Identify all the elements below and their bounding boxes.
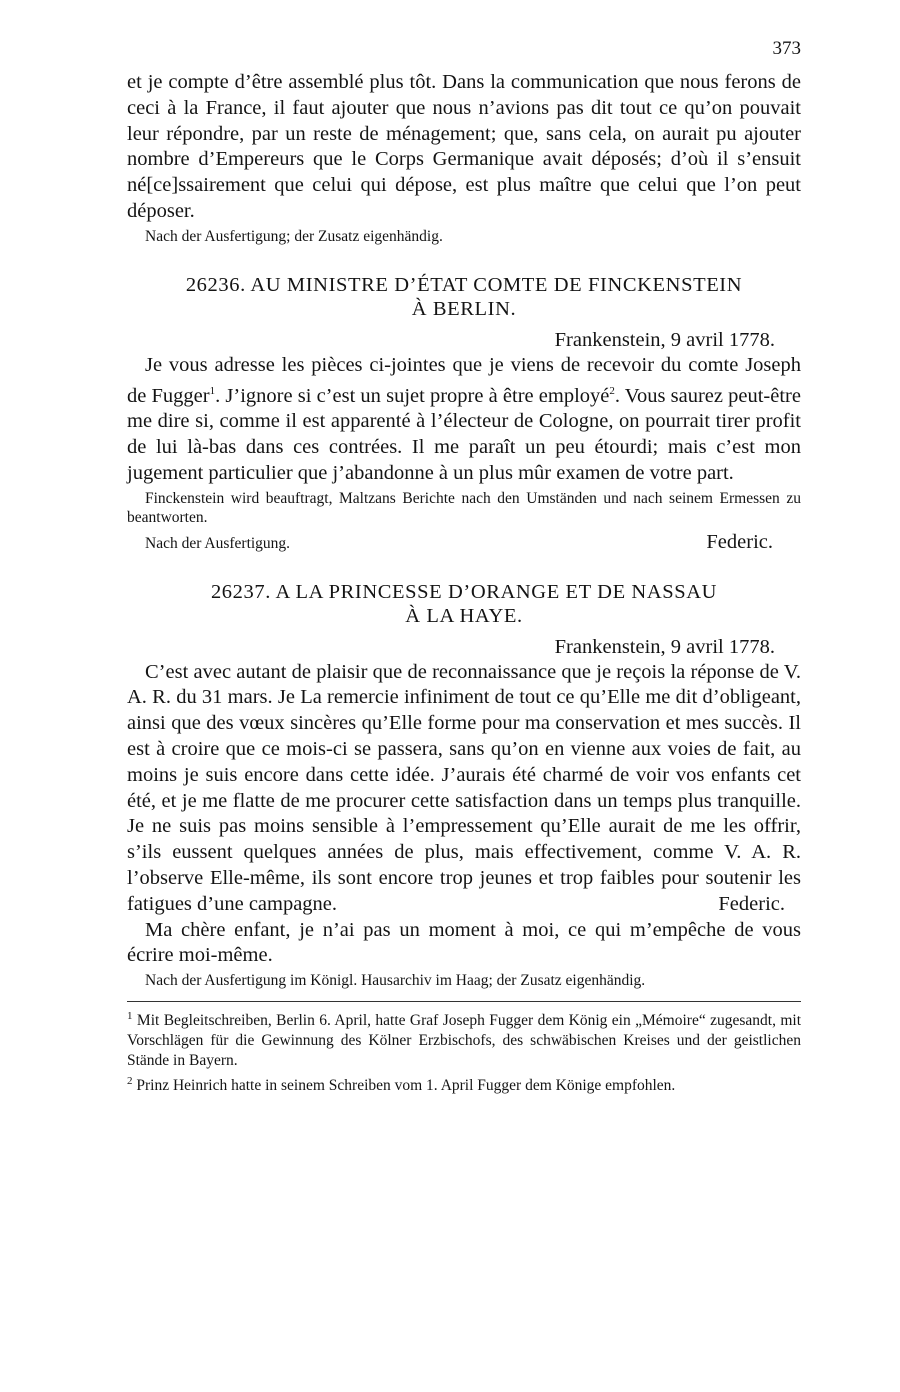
footnotes [127, 1006, 801, 1096]
letter-heading-line1: 26236. AU MINISTRE D’ÉTAT COMTE DE FINCKENSTEIN [185, 273, 743, 296]
source-line [127, 531, 801, 554]
letter-heading-line2: À LA HAYE. [405, 604, 523, 627]
letter-heading-26237 [127, 580, 801, 628]
letter-body [127, 660, 801, 918]
editorial-note: Finckenstein wird beauftragt, Maltzans Berichte nach den Umständen und nach seinem Ermessen zu beantworten. [127, 489, 801, 526]
letter-body [127, 353, 801, 487]
place-date: Frankenstein, 9 avril 1778. [554, 328, 775, 351]
footnote-marker: 1 [209, 384, 216, 397]
intro-paragraph: et je compte d’être assemblé plus tôt. Dans la communication que nous ferons de ceci à la France, il faut ajouter que nous n’avions pas dit tout ce qu’on pouvait leur répondre, par un reste de ménagement; que, sans cela, on aurait pu ajouter nombre d’Empereurs que le Corps Germanique avait déposés; d’où il s’ensuit né[ce]ssairement que celui qui dépose, est plus maître que celui que l’on peut déposer. [127, 71, 801, 222]
source-note: Nach der Ausfertigung. [145, 534, 291, 552]
letter-body-text: . Vous saurez peut-être me dire si, comme il est apparenté à l’électeur de Cologne, on pourrait tirer profit de lui là-bas dans ces contrées. Il me paraît un peu étourdi; mais c’est mon jugement particulier que j’abandonne à un plus mûr examen de votre part. [127, 384, 801, 484]
footnote-text: Mit Begleitschreiben, Berlin 6. April, hatte Graf Joseph Fugger dem König ein „Mémoire“ zugesandt, mit Vorschlägen für die Gewinnung des Kölner Erzbischofs, des schwäbischen Kreises und der geistlichen Stände in Bayern. [127, 1012, 802, 1070]
intro-source-note: Nach der Ausfertigung; der Zusatz eigenhändig. [145, 227, 443, 245]
letter-body-text: C’est avec autant de plaisir que de reconnaissance que je reçois la réponse de V. A. R. du 31 mars. Je La remercie infiniment de tout ce qu’Elle me dit d’obligeant, ainsi que des vœux sincères qu’Elle forme pour ma conservation et mes succès. Il est à croire que ce mois-ci se passera, sans qu’on en vienne aux voies de fait, au moins je suis encore dans cette idée. J’aurais été charmé de voir vos enfants cet été, et je me flatte de me procurer cette satisfaction dans un temps plus tranquille. Je ne suis pas moins sensible à l’empressement qu’Elle aurait de me les offrir, s’ils eussent quelques années de plus, mais effectivement, comme V. A. R. l’observe Elle-même, ils sont encore trop jeunes et trop faibles pour soutenir les fatigues d’une campagne. [127, 660, 801, 915]
signature: Federic. [718, 892, 785, 915]
document-page [127, 38, 801, 1096]
postscript: Ma chère enfant, je n’ai pas un moment à moi, ce qui m’empêche de vous écrire moi-même. [127, 918, 801, 967]
letter-body-text: Je vous adresse les pièces ci-jointes que je viens de recevoir du comte Joseph de Fugger [127, 353, 801, 407]
footnote-divider [127, 1001, 801, 1002]
footnote-text: Prinz Heinrich hatte in seinem Schreiben vom 1. April Fugger dem Könige empfohlen. [136, 1077, 676, 1095]
letter-body-text: . J’ignore si c’est un sujet propre à être employé [215, 384, 610, 407]
signature: Federic. [706, 530, 773, 553]
footnote [127, 1071, 801, 1096]
page-number: 373 [772, 38, 801, 59]
footnote-marker: 2 [609, 384, 615, 397]
footnote-marker: 2 [127, 1075, 133, 1088]
letter-heading-26236 [127, 273, 801, 321]
letter-heading-line2: À BERLIN. [411, 297, 517, 320]
footnote-marker: 1 [127, 1010, 133, 1023]
place-date: Frankenstein, 9 avril 1778. [554, 635, 775, 658]
letter-heading-line1: 26237. A LA PRINCESSE D’ORANGE ET DE NASSAU [210, 580, 718, 603]
footnote [127, 1006, 801, 1071]
source-note: Nach der Ausfertigung im Königl. Hausarchiv im Haag; der Zusatz eigenhändig. [145, 972, 646, 990]
